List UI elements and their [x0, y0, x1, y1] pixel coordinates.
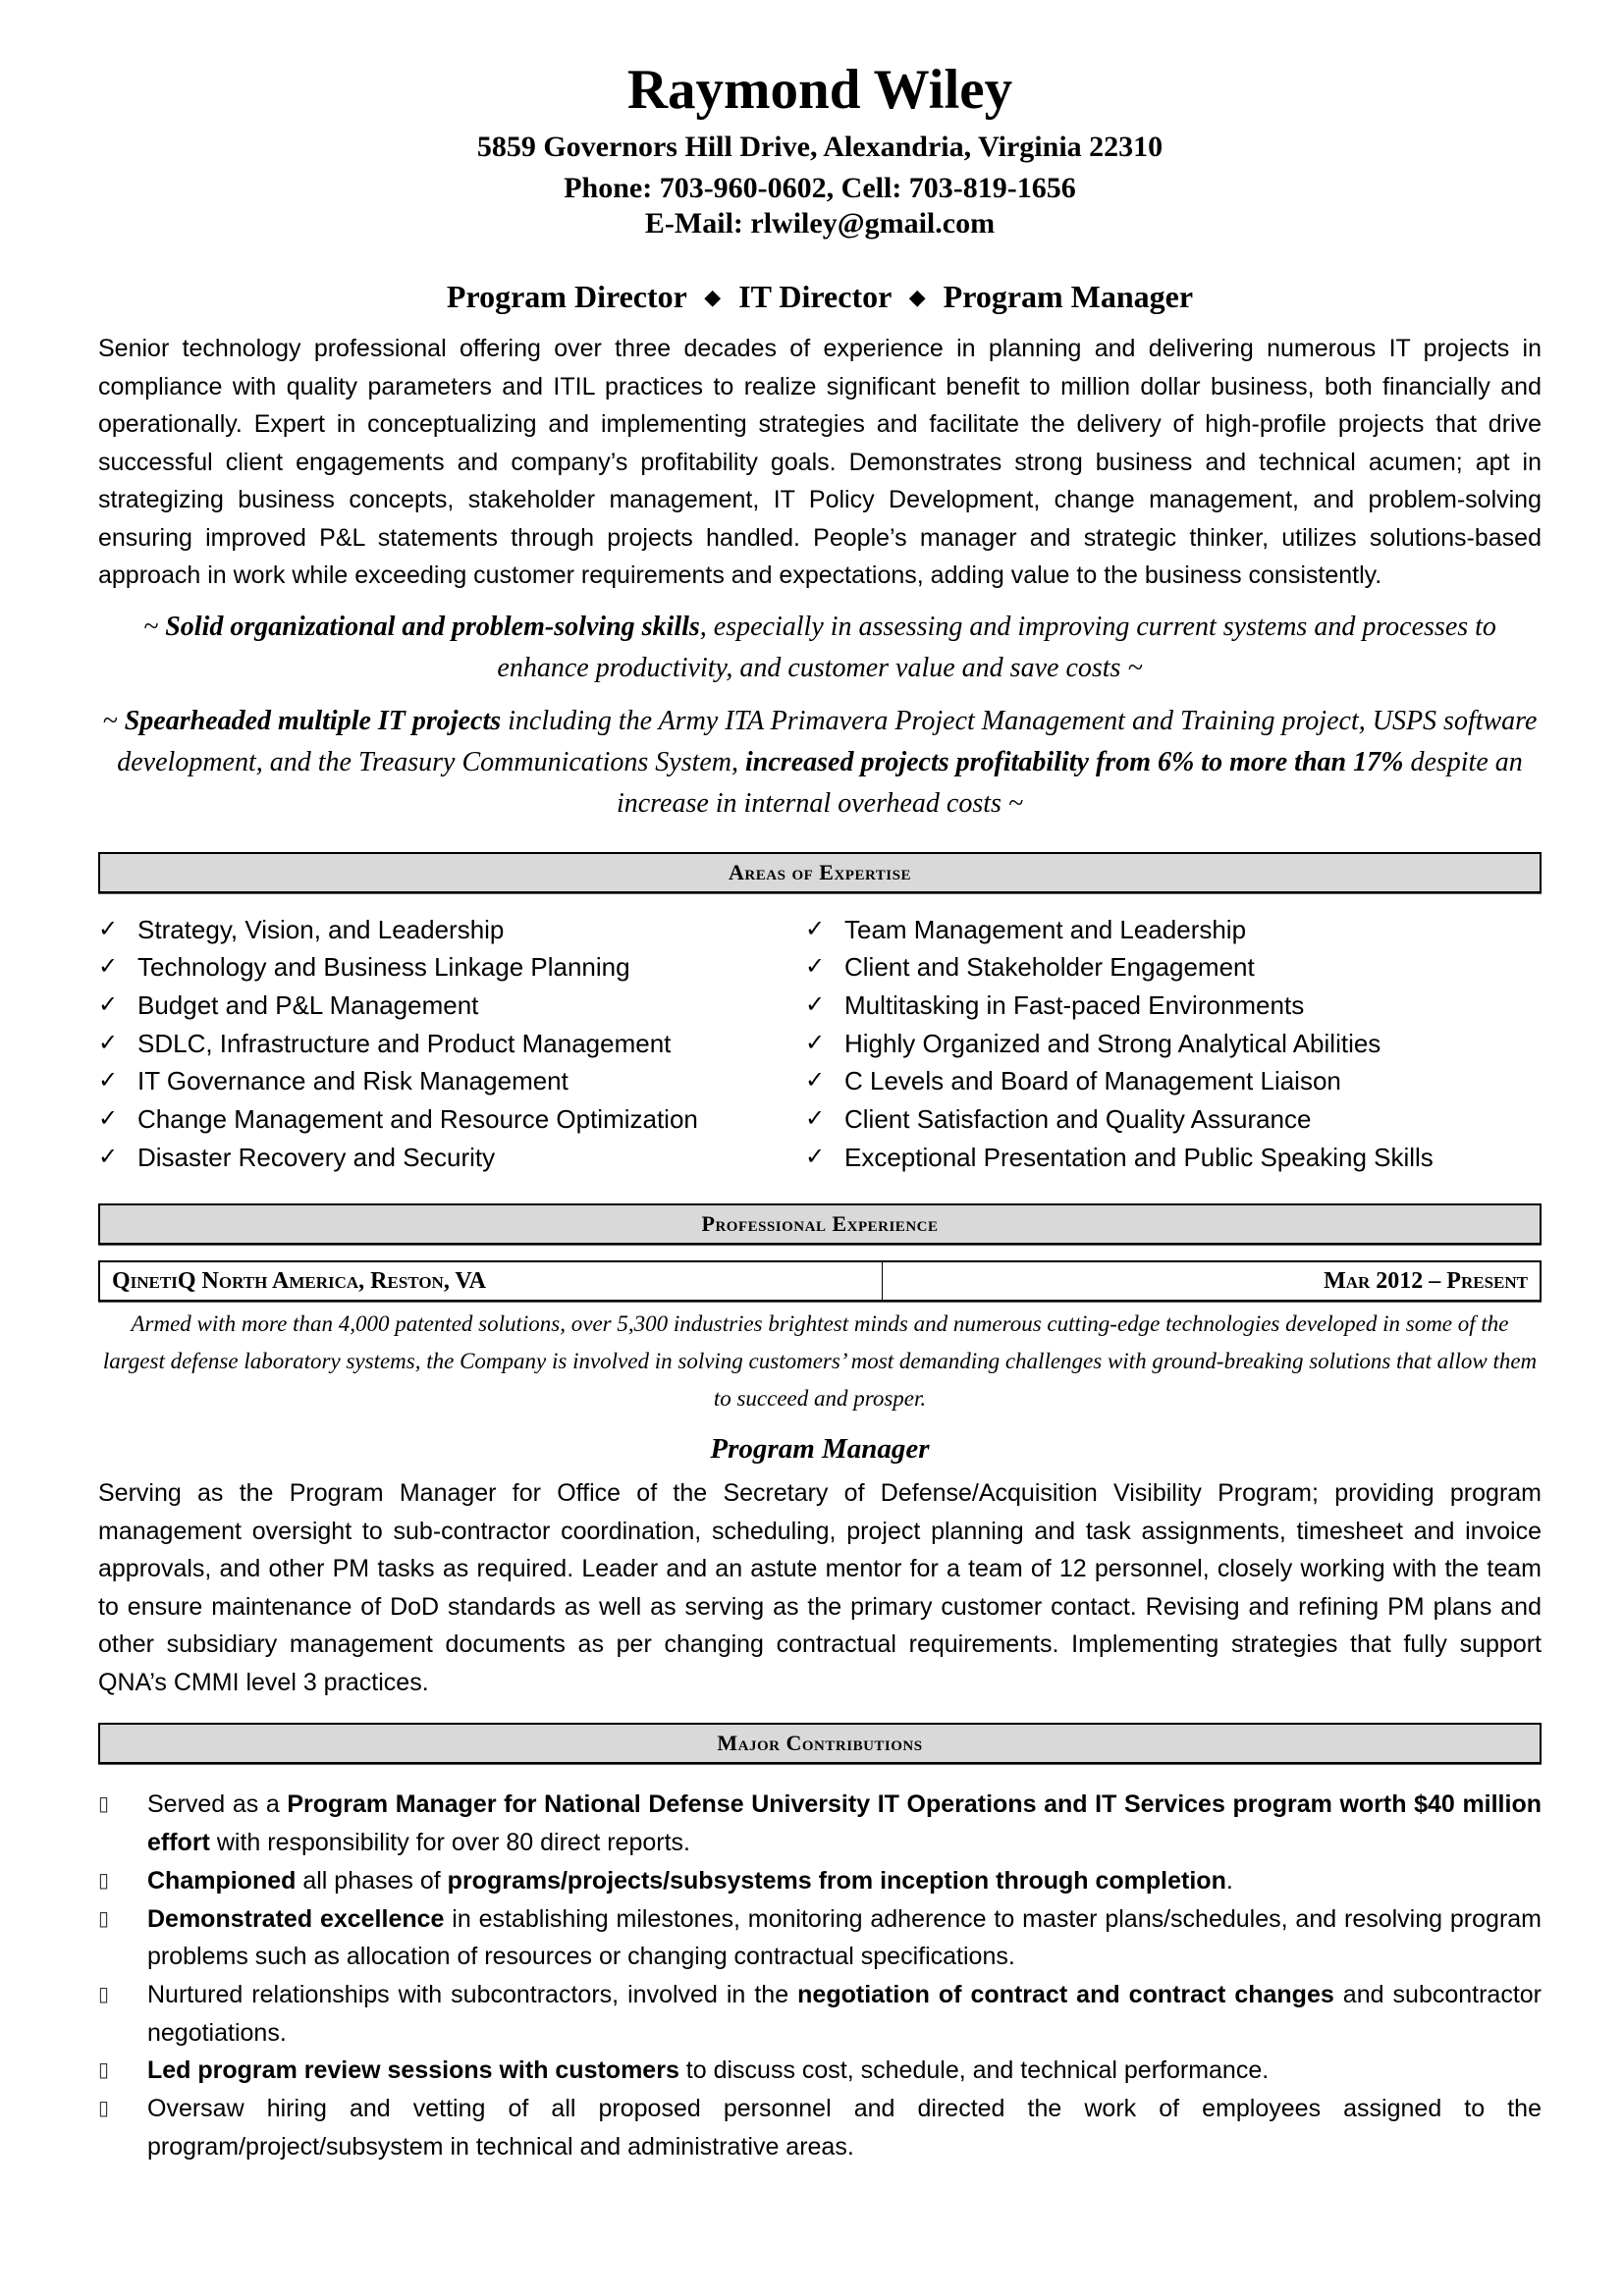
professional-summary: Senior technology professional offering over three decades of experience in planning and delivering numerous IT projects in compliance with quality parameters and ITIL practices to realize significant benefit to million dollar business, both financially and operationally. Expert in conceptualizing and implementing strategies and facilitate the delivery of high-profile projects that drive successful client engagements and company’s profitability goals. Demonstrates strong business and technical acumen; apt in strategizing business concepts, stakeholder management, IT Policy Development, change management, and problem-solving ensuring improved P&L statements through projects handled. People’s manager and strategic thinker, utilizes solutions-based approach in work while exceeding customer requirements and expectations, adding value to the business consistently.	[98, 335, 1542, 589]
contribution-text	[147, 1786, 1542, 1861]
contribution-text	[147, 1862, 1542, 1900]
check-icon: ✓	[805, 1029, 826, 1056]
quote-prefix: ~	[102, 705, 125, 736]
contribution-fragment: to discuss cost, schedule, and technical performance.	[678, 2056, 1270, 2085]
expertise-item	[805, 1062, 1512, 1100]
contribution-emphasis: Demonstrated excellence	[147, 1904, 445, 1933]
title-3: Program Manager	[943, 279, 1194, 314]
company-description: Armed with more than 4,000 patented solutions, over 5,300 industries brightest minds and numerous cutting-edge technologies developed in some of the largest defense laboratory systems, the Company is involved in solving customers’ most demanding challenges with ground-breaking solutions that allow them to succeed and prosper.	[102, 1311, 1538, 1412]
check-icon: ✓	[98, 1029, 119, 1056]
expertise-label: Highly Organized and Strong Analytical Abilities	[844, 1028, 1381, 1058]
expertise-label: C Levels and Board of Management Liaison	[844, 1066, 1341, 1096]
employment-dates: Mar 2012 – Present	[1324, 1268, 1528, 1295]
expertise-list	[98, 911, 1542, 1177]
expertise-item	[805, 1100, 1512, 1139]
highlight-quote-1	[98, 607, 1542, 689]
expertise-label: Change Management and Resource Optimization	[137, 1104, 698, 1135]
contribution-item	[98, 1900, 1542, 1976]
contribution-fragment: with responsibility for over 80 direct reports.	[209, 1829, 690, 1857]
contribution-fragment: in establishing milestones, monitoring adherence to master plans/schedules, and resolving program problems such as allocation of resources or changing contractual specifications.	[147, 1904, 1542, 1971]
expertise-label: Budget and P&L Management	[137, 989, 479, 1020]
expertise-label: Multitasking in Fast-paced Environments	[844, 989, 1305, 1020]
quote-text: including the Army ITA Primavera Project Management and Training project, USPS software development, and the Treasury Communications System,	[117, 705, 1538, 777]
email-line: E-Mail: rlwiley@gmail.com	[644, 207, 996, 240]
expertise-item	[98, 911, 805, 949]
section-header-professional-experience: Professional Experience	[98, 1203, 1542, 1245]
role-title: Program Manager	[710, 1433, 930, 1466]
bullet-icon: ▯	[98, 1869, 110, 1892]
quote-bold: Spearheaded multiple IT projects	[124, 705, 502, 736]
bullet-icon: ▯	[98, 1907, 110, 1930]
check-icon: ✓	[98, 1143, 119, 1170]
expertise-label: Disaster Recovery and Security	[137, 1142, 496, 1172]
title-1: Program Director	[446, 279, 687, 314]
contribution-emphasis: programs/projects/subsystems from inception through completion	[447, 1866, 1226, 1895]
contribution-fragment: Oversaw hiring and vetting of all proposed personnel and directed the work of employees assigned to the program/project/subsystem in technical and administrative areas.	[147, 2095, 1542, 2161]
contribution-text	[147, 2052, 1542, 2090]
quote-prefix: ~	[143, 611, 166, 642]
expertise-item	[98, 948, 805, 987]
quote-bold: increased projects profitability from 6% to more than 17%	[745, 746, 1404, 777]
quote-text: despite an increase in internal overhead costs ~	[616, 746, 1523, 819]
contribution-text	[147, 2090, 1542, 2165]
highlight-quote-2	[98, 701, 1542, 825]
candidate-name: Raymond Wiley	[626, 59, 1013, 121]
target-titles	[98, 277, 1542, 320]
contribution-fragment: and subcontractor negotiations.	[147, 1980, 1543, 2047]
expertise-item	[98, 1025, 805, 1063]
company-row	[98, 1260, 1542, 1302]
expertise-item	[805, 1139, 1512, 1177]
check-icon: ✓	[98, 1067, 119, 1095]
expertise-label: SDLC, Infrastructure and Product Management	[137, 1028, 672, 1058]
contribution-item	[98, 2052, 1542, 2090]
expertise-label: Technology and Business Linkage Planning	[137, 952, 630, 983]
contribution-fragment: Served as a	[147, 1790, 288, 1819]
expertise-item	[805, 911, 1512, 949]
check-icon: ✓	[805, 1105, 826, 1133]
diamond-icon: ◆	[704, 285, 722, 309]
expertise-item	[98, 1062, 805, 1100]
expertise-label: Strategy, Vision, and Leadership	[137, 914, 505, 944]
contribution-fragment: .	[1225, 1866, 1233, 1895]
check-icon: ✓	[98, 953, 119, 981]
contribution-item	[98, 1862, 1542, 1900]
resume-page	[98, 0, 1542, 2165]
bullet-icon: ▯	[98, 1983, 110, 2005]
contribution-emphasis: negotiation of contract and contract changes	[797, 1980, 1334, 2008]
expertise-item	[98, 987, 805, 1025]
contribution-item	[98, 2090, 1542, 2165]
section-header-areas-of-expertise: Areas of Expertise	[98, 852, 1542, 893]
expertise-column-right	[805, 911, 1512, 1177]
expertise-item	[98, 1100, 805, 1139]
check-icon: ✓	[98, 915, 119, 942]
expertise-column-left	[98, 911, 805, 1177]
expertise-label: Exceptional Presentation and Public Speaking Skills	[844, 1142, 1434, 1172]
expertise-item	[805, 948, 1512, 987]
expertise-label: Client Satisfaction and Quality Assurance	[844, 1104, 1312, 1135]
section-header-major-contributions: Major Contributions	[98, 1723, 1542, 1764]
quote-bold: Solid organizational and problem-solving skills	[165, 611, 700, 642]
quote-text: , especially in assessing and improving current systems and processes to enhance productivity, and customer value and save costs ~	[497, 611, 1496, 683]
role-description: Serving as the Program Manager for Office of the Secretary of Defense/Acquisition Visibility Program; providing program management oversight to sub-contractor coordination, scheduling, project planning and task assignments, timesheet and invoice approvals, and other PM tasks as required. Leader and an astute mentor for a team of 12 personnel, closely working with the team to ensure maintenance of DoD standards as well as serving as the primary customer contact. Revising and refining PM plans and other subsidiary management documents as per changing contractual requirements. Implementing strategies that fully support QNA’s CMMI level 3 practices.	[98, 1479, 1542, 1696]
expertise-item	[805, 987, 1512, 1025]
expertise-item	[98, 1139, 805, 1177]
address-line: 5859 Governors Hill Drive, Alexandria, Virginia 22310	[476, 131, 1164, 163]
check-icon: ✓	[805, 990, 826, 1018]
check-icon: ✓	[805, 1067, 826, 1095]
contributions-list	[98, 1786, 1542, 2165]
diamond-icon: ◆	[908, 285, 926, 309]
check-icon: ✓	[98, 1105, 119, 1133]
expertise-item	[805, 1025, 1512, 1063]
contribution-emphasis: Program Manager for National Defense University IT Operations and IT Services program worth $40 million effort	[147, 1790, 1542, 1857]
expertise-label: Client and Stakeholder Engagement	[844, 952, 1255, 983]
expertise-label: IT Governance and Risk Management	[137, 1066, 568, 1096]
check-icon: ✓	[805, 953, 826, 981]
contribution-text	[147, 1976, 1542, 2052]
bullet-icon: ▯	[98, 2098, 110, 2120]
contribution-fragment: all phases of	[296, 1866, 448, 1895]
check-icon: ✓	[805, 1143, 826, 1170]
contribution-text	[147, 1900, 1542, 1976]
check-icon: ✓	[98, 990, 119, 1018]
check-icon: ✓	[805, 915, 826, 942]
contribution-item	[98, 1976, 1542, 2052]
contribution-emphasis: Led program review sessions with customers	[147, 2056, 679, 2085]
expertise-label: Team Management and Leadership	[844, 914, 1247, 944]
contribution-emphasis: Championed	[147, 1866, 297, 1895]
contribution-fragment: Nurtured relationships with subcontractors, involved in the	[147, 1980, 798, 2008]
company-name: QinetiQ North America, Reston, VA	[100, 1262, 883, 1300]
bullet-icon: ▯	[98, 2059, 110, 2082]
phone-line: Phone: 703-960-0602, Cell: 703-819-1656	[564, 172, 1076, 204]
bullet-icon: ▯	[98, 1793, 110, 1816]
contribution-item	[98, 1786, 1542, 1861]
title-2: IT Director	[738, 279, 892, 314]
